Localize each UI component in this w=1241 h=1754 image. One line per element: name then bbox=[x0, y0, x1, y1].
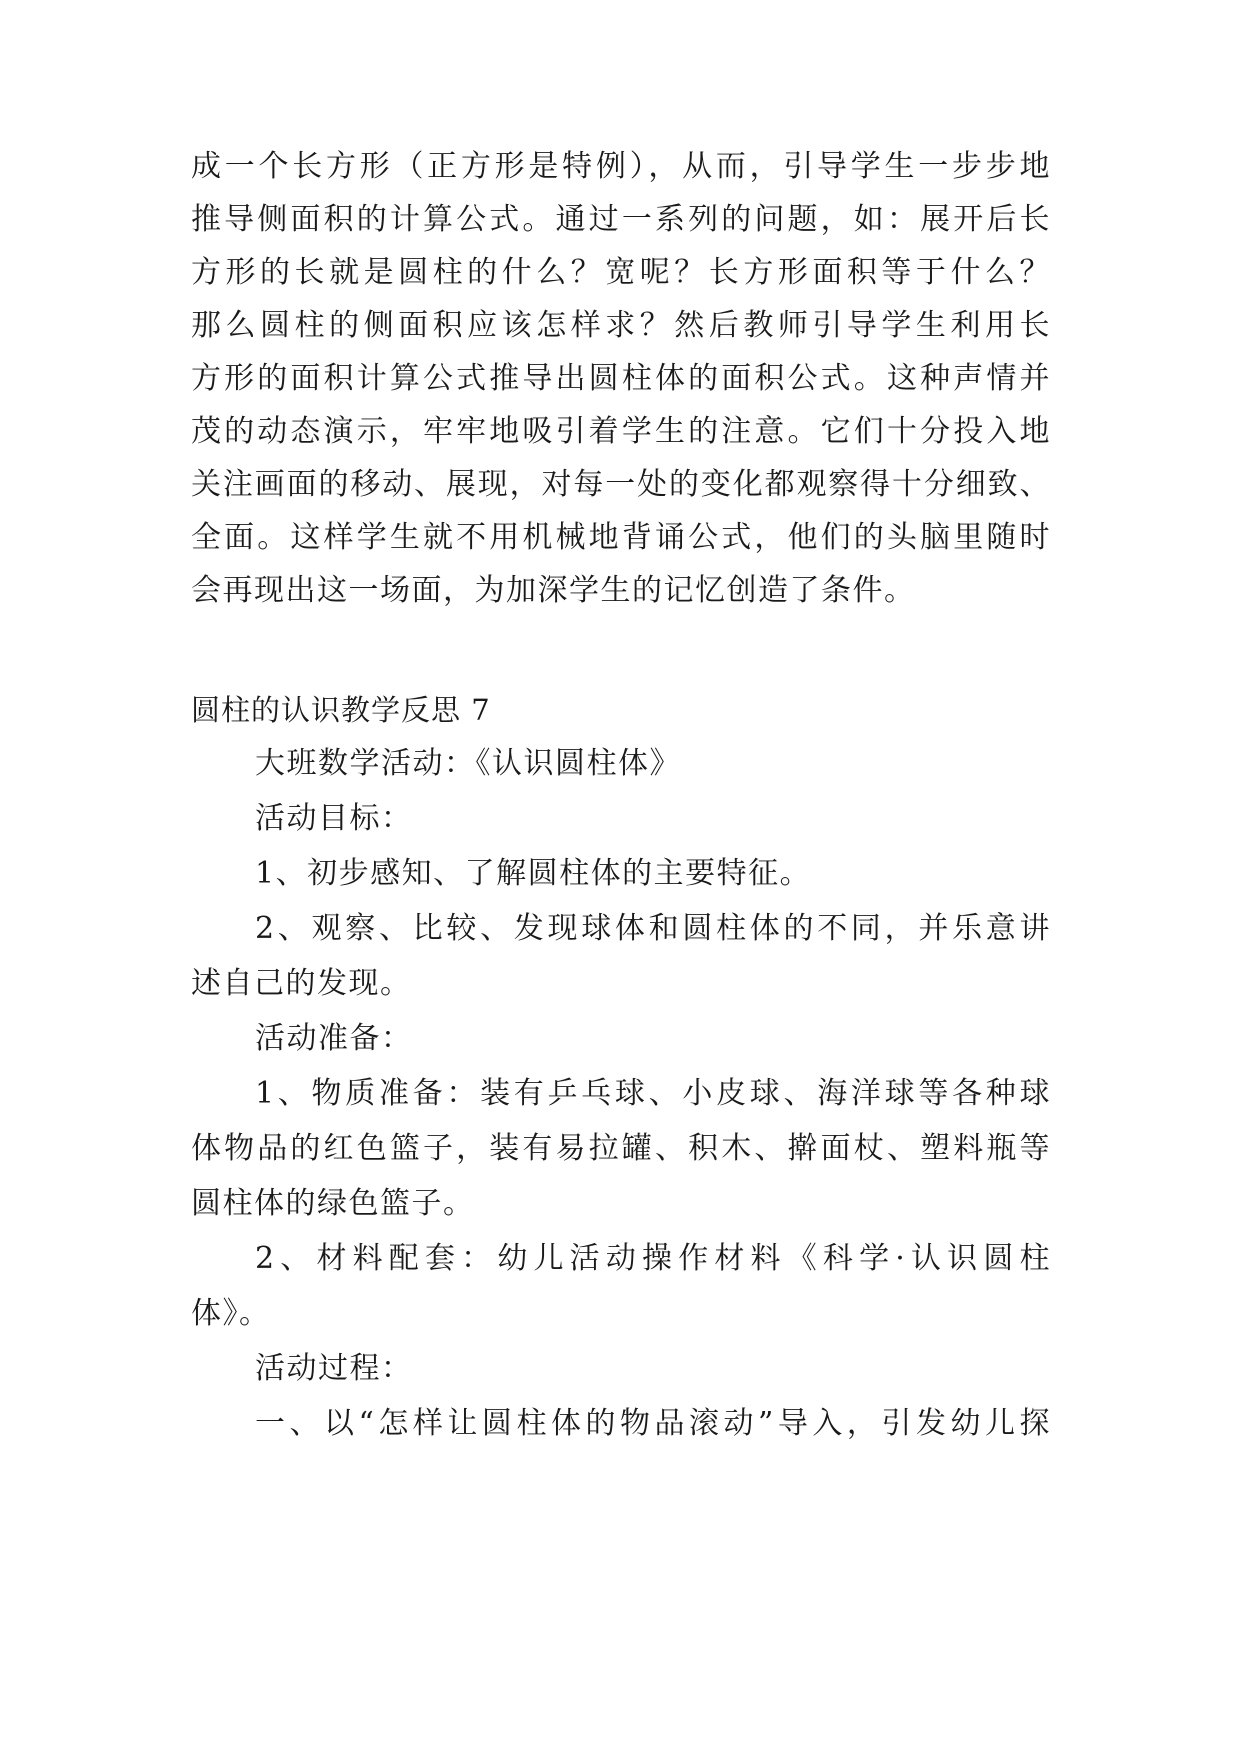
paragraph-line: 会再现出这一场面，为加深学生的记忆创造了条件。 bbox=[191, 573, 916, 608]
process-label: 活动过程： bbox=[255, 1351, 413, 1386]
prep-item: 1、物质准备：装有乒乓球、小皮球、海洋球等各种球 bbox=[255, 1076, 1051, 1111]
section-title: 圆柱的认识教学反思 7 bbox=[191, 693, 491, 727]
prep-item: 2、材料配套：幼儿活动操作材料《科学·认识圆柱 bbox=[255, 1241, 1051, 1276]
paragraph-line: 方形的长就是圆柱的什么？宽呢？长方形面积等于什么？ bbox=[191, 255, 1051, 290]
prep-label: 活动准备： bbox=[255, 1021, 413, 1056]
process-item: 一、以“怎样让圆柱体的物品滚动”导入，引发幼儿探 bbox=[255, 1406, 1051, 1441]
paragraph-line: 推导侧面积的计算公式。通过一系列的问题，如：展开后长 bbox=[191, 202, 1051, 237]
paragraph-line: 成一个长方形（正方形是特例），从而，引导学生一步步地 bbox=[191, 149, 1051, 184]
paragraph-line: 茂的动态演示，牢牢地吸引着学生的注意。它们十分投入地 bbox=[191, 414, 1051, 449]
goal-item-continuation: 述自己的发现。 bbox=[191, 966, 412, 1001]
paragraph-line: 那么圆柱的侧面积应该怎样求？然后教师引导学生利用长 bbox=[191, 308, 1051, 343]
prep-item-continuation: 圆柱体的绿色篮子。 bbox=[191, 1186, 475, 1221]
goal-item: 2、观察、比较、发现球体和圆柱体的不同，并乐意讲 bbox=[255, 911, 1051, 946]
goal-item: 1、初步感知、了解圆柱体的主要特征。 bbox=[255, 856, 812, 891]
activity-name: 大班数学活动：《认识圆柱体》 bbox=[255, 746, 681, 781]
paragraph-line: 关注画面的移动、展现，对每一处的变化都观察得十分细致、 bbox=[191, 467, 1051, 502]
paragraph-line: 全面。这样学生就不用机械地背诵公式，他们的头脑里随时 bbox=[191, 520, 1051, 555]
paragraph-line: 方形的面积计算公式推导出圆柱体的面积公式。这种声情并 bbox=[191, 361, 1051, 396]
goals-label: 活动目标： bbox=[255, 801, 413, 836]
prep-item-continuation: 体》。 bbox=[191, 1296, 271, 1331]
prep-item-continuation: 体物品的红色篮子，装有易拉罐、积木、擀面杖、塑料瓶等 bbox=[191, 1131, 1051, 1166]
